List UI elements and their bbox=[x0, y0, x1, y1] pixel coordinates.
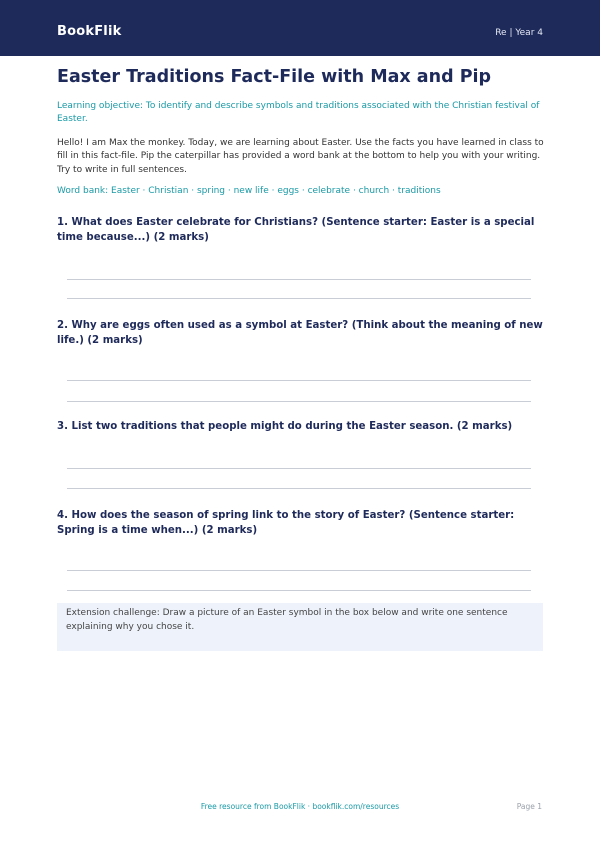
learning-objective: Learning objective: To identify and describe symbols and traditions associated with the Christian festival of Easter. bbox=[57, 101, 540, 124]
answer-line-1a[interactable] bbox=[67, 279, 531, 280]
page-header bbox=[0, 0, 600, 56]
answer-line-4a[interactable] bbox=[67, 570, 531, 571]
page-title: Easter Traditions Fact-File with Max and Pip bbox=[57, 67, 492, 87]
answer-line-2a[interactable] bbox=[67, 380, 531, 381]
answer-line-2b[interactable] bbox=[67, 401, 531, 402]
answer-line-1b[interactable] bbox=[67, 298, 531, 299]
question-3: 3. List two traditions that people might do during the Easter season. (2 marks) bbox=[57, 421, 513, 432]
answer-line-3a[interactable] bbox=[67, 468, 531, 469]
brand-logo: BookFlik bbox=[57, 24, 122, 39]
answer-line-3b[interactable] bbox=[67, 488, 531, 489]
answer-line-4b[interactable] bbox=[67, 590, 531, 591]
extension-challenge-text: Extension challenge: Draw a picture of an Easter symbol in the box below and write one sentence explaining why you chose it. bbox=[66, 608, 508, 632]
question-4: 4. How does the season of spring link to the story of Easter? (Sentence starter: Spring is a time when...) (2 marks) bbox=[57, 510, 515, 536]
page-number: Page 1 bbox=[516, 802, 542, 811]
question-1: 1. What does Easter celebrate for Christians? (Sentence starter: Easter is a special time because...) (2 marks) bbox=[57, 217, 535, 243]
question-2: 2. Why are eggs often used as a symbol at Easter? (Think about the meaning of new life.) (2 marks) bbox=[57, 320, 543, 346]
extension-challenge-box[interactable] bbox=[57, 603, 543, 651]
intro-text: Hello! I am Max the monkey. Today, we are learning about Easter. Use the facts you have learned in class to fill in this fact-file. Pip the caterpillar has provided a word bank at the bottom to help you with your writing. Try to write in full sentences. bbox=[57, 138, 544, 175]
word-bank: Word bank: Easter · Christian · spring · new life · eggs · celebrate · church · traditions bbox=[57, 186, 441, 196]
footer-link[interactable]: Free resource from BookFlik · bookflik.com/resources bbox=[200, 802, 400, 811]
subject-year-label: Re | Year 4 bbox=[495, 28, 543, 38]
